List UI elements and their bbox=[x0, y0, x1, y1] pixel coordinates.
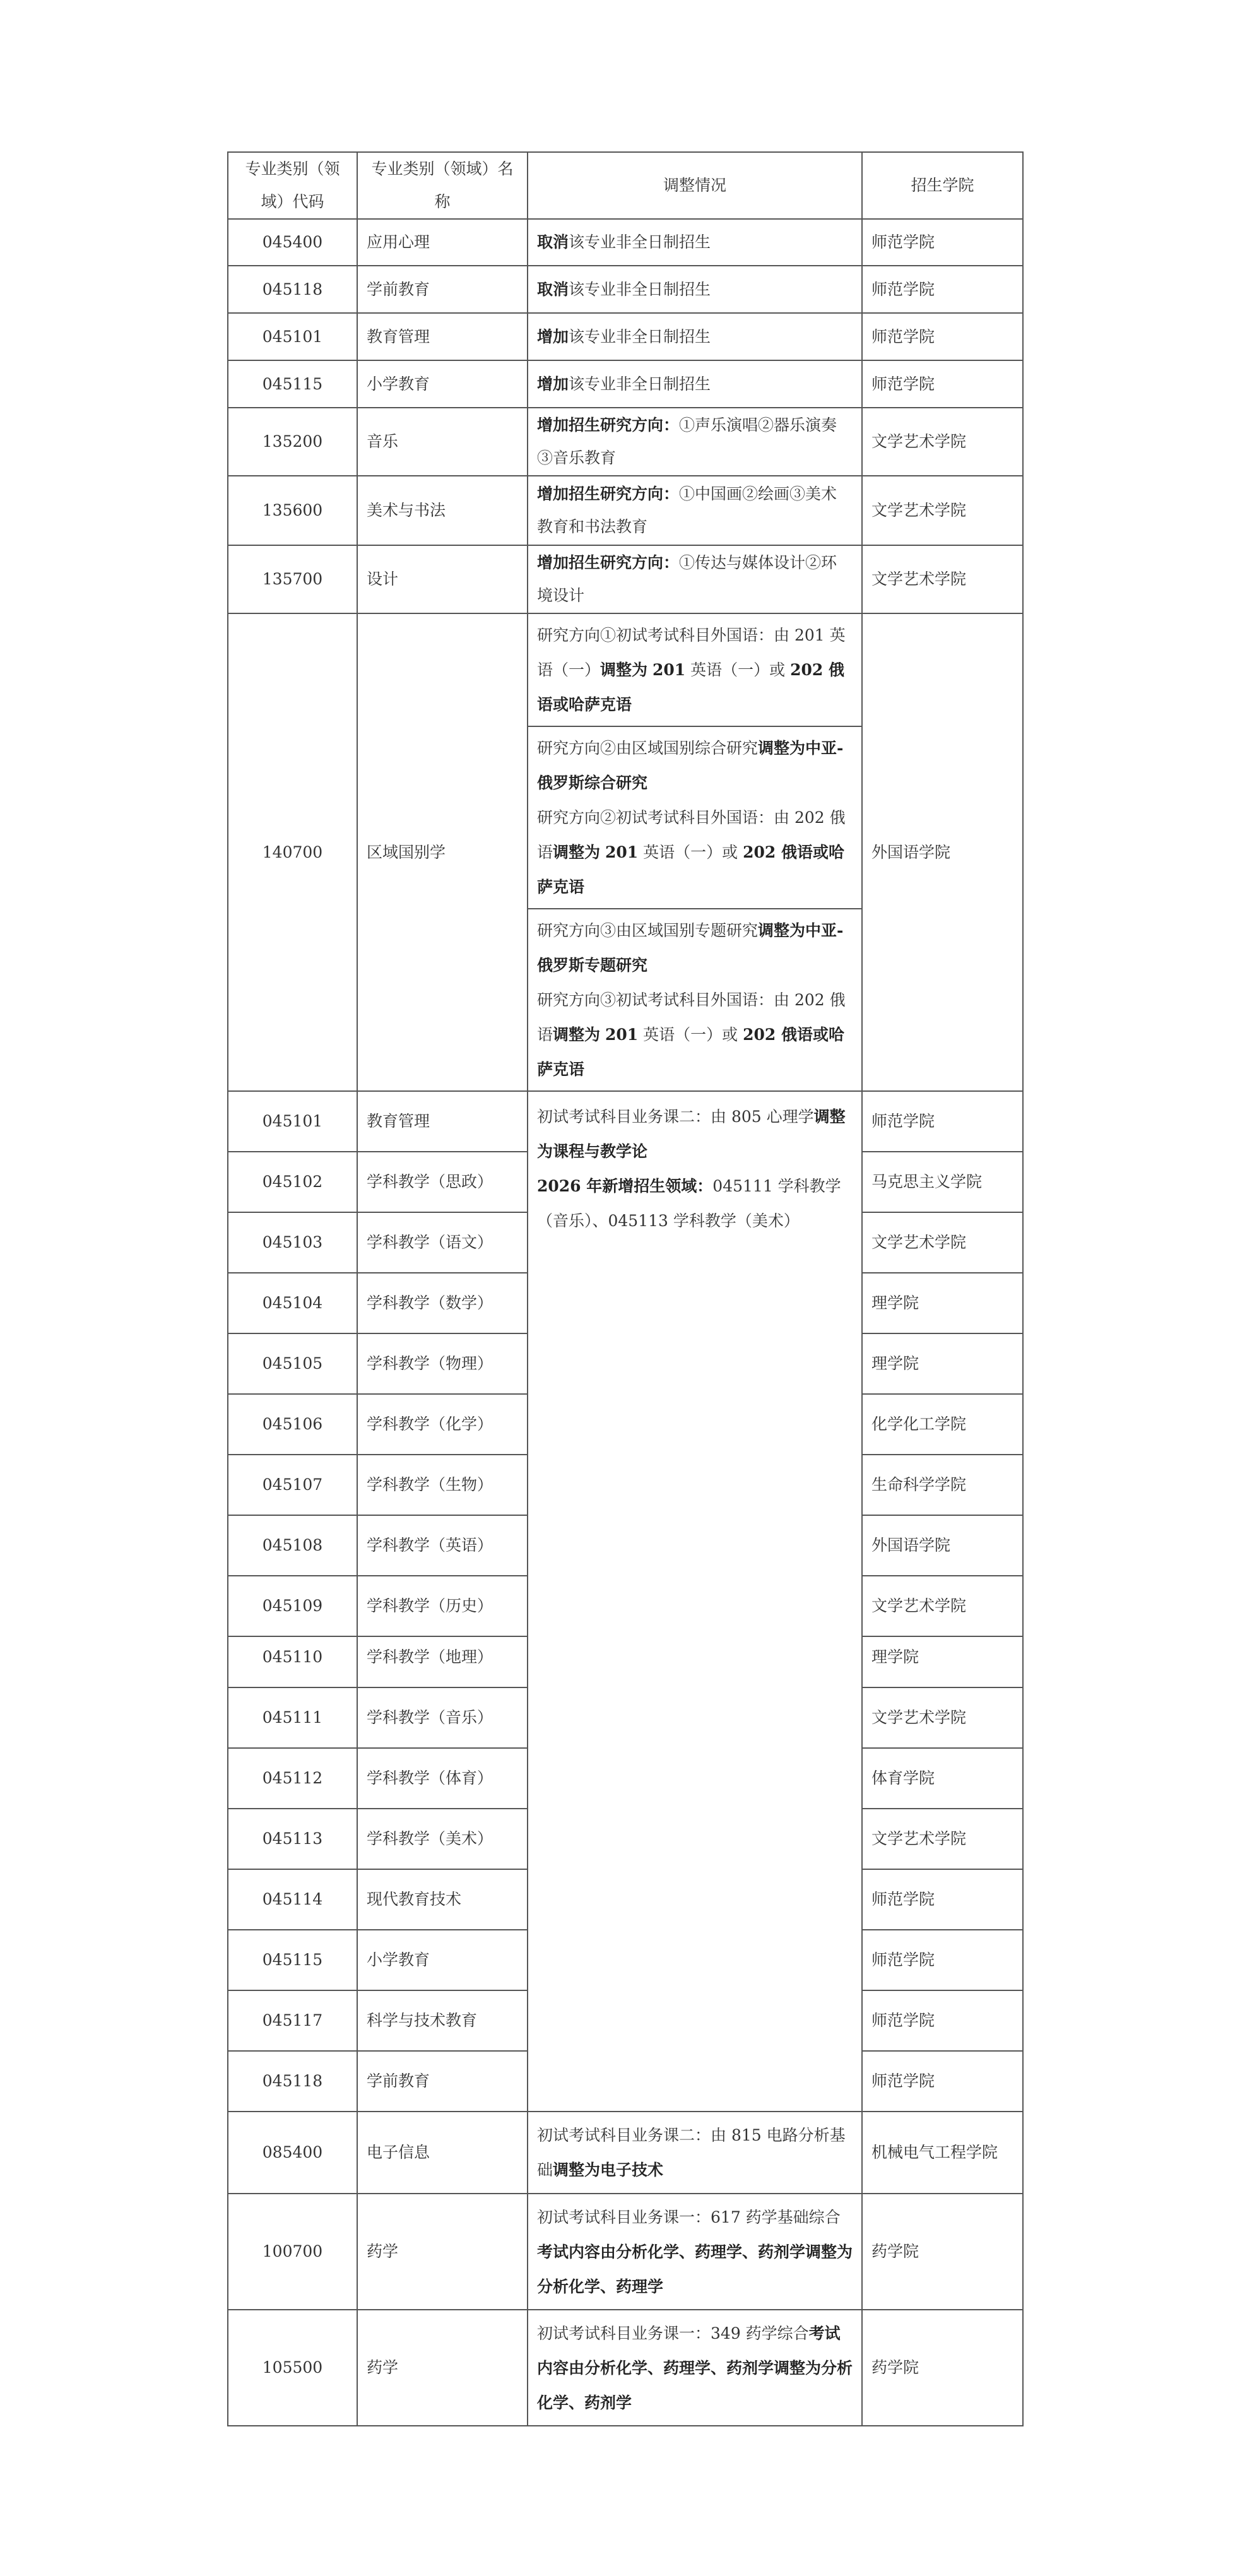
school-cell: 师范学院 bbox=[862, 313, 1023, 360]
code-cell: 045114 bbox=[228, 1869, 357, 1930]
adjustment-cell bbox=[528, 545, 862, 613]
direction-2-block bbox=[528, 726, 861, 908]
name-cell: 学科教学（历史） bbox=[357, 1576, 528, 1636]
direction-1-block bbox=[537, 614, 853, 726]
adjustment-keyword: 增加招生研究方向： bbox=[537, 553, 680, 572]
name-cell: 药学 bbox=[357, 2310, 528, 2426]
code-cell: 045113 bbox=[228, 1809, 357, 1869]
table-header-row bbox=[228, 152, 1023, 219]
school-cell: 文学艺术学院 bbox=[862, 1687, 1023, 1748]
school-cell: 化学化工学院 bbox=[862, 1394, 1023, 1455]
new-field-label: 2026 年新增招生领域： bbox=[537, 1177, 713, 1195]
adjustment-text: 研究方向②由区域国别综合研究 bbox=[537, 739, 759, 757]
name-cell: 科学与技术教育 bbox=[357, 1990, 528, 2051]
school-cell: 外国语学院 bbox=[862, 613, 1023, 1091]
code-cell: 045109 bbox=[228, 1576, 357, 1636]
name-cell: 学科教学（思政） bbox=[357, 1152, 528, 1212]
school-cell: 马克思主义学院 bbox=[862, 1152, 1023, 1212]
adjustment-text: 英语（一）或 bbox=[685, 661, 791, 679]
subject-teaching-adjustment-continued-cell bbox=[528, 1627, 862, 2112]
table-row bbox=[228, 2112, 1023, 2194]
adjustment-cell bbox=[528, 219, 862, 266]
school-cell: 师范学院 bbox=[862, 1869, 1023, 1930]
code-cell: 135700 bbox=[228, 545, 357, 613]
adjustment-cell bbox=[528, 360, 862, 408]
code-cell: 045400 bbox=[228, 219, 357, 266]
direction-2-language-change bbox=[537, 800, 853, 904]
school-cell: 生命科学学院 bbox=[862, 1455, 1023, 1515]
header-code: 专业类别（领域）代码 bbox=[228, 152, 357, 219]
name-cell: 小学教育 bbox=[357, 360, 528, 408]
name-cell: 学科教学（化学） bbox=[357, 1394, 528, 1455]
adjustment-keyword: 调整为 bbox=[600, 661, 648, 679]
code-cell: 105500 bbox=[228, 2310, 357, 2426]
adjustment-keyword: 202 俄语或哈萨克语 bbox=[537, 1025, 844, 1078]
school-cell: 师范学院 bbox=[862, 1990, 1023, 2051]
adjustment-cell bbox=[528, 476, 862, 545]
adjustment-text: 该专业非全日制招生 bbox=[569, 233, 711, 251]
adjustment-text bbox=[647, 661, 653, 679]
adjustment-text: ①中国画②绘画③美术教育和书法教育 bbox=[537, 485, 837, 536]
direction-2-name-change bbox=[537, 731, 853, 800]
adjustment-keyword: 201 bbox=[652, 661, 686, 679]
adjustment-cell bbox=[528, 2112, 862, 2194]
code-cell: 085400 bbox=[228, 2112, 357, 2194]
school-cell: 理学院 bbox=[862, 1333, 1023, 1394]
code-cell: 045101 bbox=[228, 1091, 357, 1152]
header-name: 专业类别（领域）名称 bbox=[357, 152, 528, 219]
adjustment-text: 英语（一）或 bbox=[638, 843, 743, 861]
name-cell: 药学 bbox=[357, 2194, 528, 2310]
code-cell: 045101 bbox=[228, 313, 357, 360]
code-cell: 045106 bbox=[228, 1394, 357, 1455]
name-cell: 应用心理 bbox=[357, 219, 528, 266]
school-cell: 机械电气工程学院 bbox=[862, 2112, 1023, 2194]
adjustment-keyword: 增加招生研究方向： bbox=[537, 485, 680, 503]
adjustment-keyword: 增加招生研究方向： bbox=[537, 416, 680, 434]
adjustment-table-part-2 bbox=[227, 1627, 1024, 2426]
adjustment-keyword: 增加 bbox=[537, 374, 569, 393]
name-cell: 电子信息 bbox=[357, 2112, 528, 2194]
table-row bbox=[228, 408, 1023, 476]
code-cell: 045118 bbox=[228, 266, 357, 313]
school-cell: 师范学院 bbox=[862, 1091, 1023, 1152]
code-cell: 045104 bbox=[228, 1273, 357, 1333]
name-cell: 教育管理 bbox=[357, 313, 528, 360]
adjustment-keyword: 调整为中亚-俄罗斯专题研究 bbox=[537, 921, 844, 974]
direction-3-name-change bbox=[537, 913, 853, 983]
school-cell: 师范学院 bbox=[862, 1930, 1023, 1990]
code-cell: 045112 bbox=[228, 1748, 357, 1809]
code-cell: 100700 bbox=[228, 2194, 357, 2310]
adjustment-keyword: 202 俄语或哈萨克语 bbox=[537, 843, 844, 896]
name-cell: 学科教学（美术） bbox=[357, 1809, 528, 1869]
name-cell: 区域国别学 bbox=[357, 613, 528, 1091]
code-cell: 045111 bbox=[228, 1687, 357, 1748]
header-school: 招生学院 bbox=[862, 152, 1023, 219]
adjustment-keyword: 调整为 bbox=[553, 1025, 601, 1044]
adjustment-text: 研究方向①初试考试科目外国语：由 201 英语（一） bbox=[537, 626, 846, 679]
school-cell: 文学艺术学院 bbox=[862, 1576, 1023, 1636]
school-cell: 师范学院 bbox=[862, 219, 1023, 266]
adjustment-text bbox=[600, 1025, 605, 1044]
adjustment-text: 初试考试科目业务课二：由 815 电路分析基础 bbox=[537, 2126, 846, 2179]
adjustment-cell bbox=[528, 266, 862, 313]
table-row bbox=[228, 2310, 1023, 2426]
adjustment-keyword: 考试内容由分析化学、药理学、药剂学调整为分析化学、药理学 bbox=[537, 2242, 853, 2296]
direction-3-language-change bbox=[537, 983, 853, 1087]
adjustment-text: 研究方向②初试考试科目外国语：由 202 俄语 bbox=[537, 808, 846, 861]
table-row bbox=[228, 1091, 1023, 1152]
school-cell: 体育学院 bbox=[862, 1748, 1023, 1809]
name-cell: 音乐 bbox=[357, 408, 528, 476]
adjustment-keyword: 调整为电子技术 bbox=[553, 2161, 664, 2179]
school-cell: 外国语学院 bbox=[862, 1515, 1023, 1576]
name-cell: 学前教育 bbox=[357, 2051, 528, 2112]
school-cell: 师范学院 bbox=[862, 2051, 1023, 2112]
adjustment-table-part-1 bbox=[227, 151, 1024, 1637]
school-cell: 理学院 bbox=[862, 1273, 1023, 1333]
code-cell: 045105 bbox=[228, 1333, 357, 1394]
name-cell: 学科教学（音乐） bbox=[357, 1687, 528, 1748]
table-row bbox=[228, 266, 1023, 313]
adjustment-text: 研究方向③由区域国别专题研究 bbox=[537, 921, 759, 940]
code-cell: 140700 bbox=[228, 613, 357, 1091]
table-row bbox=[228, 219, 1023, 266]
adjustment-text: ①声乐演唱②器乐演奏③音乐教育 bbox=[537, 416, 837, 467]
school-cell: 师范学院 bbox=[862, 266, 1023, 313]
adjustment-keyword: 取消 bbox=[537, 233, 569, 251]
table-row bbox=[228, 1627, 1023, 1687]
school-cell: 理学院 bbox=[862, 1627, 1023, 1687]
adjustment-keyword: 调整为 bbox=[553, 843, 601, 861]
code-cell: 045115 bbox=[228, 1930, 357, 1990]
name-cell: 小学教育 bbox=[357, 1930, 528, 1990]
table-row bbox=[228, 545, 1023, 613]
adjustment-keyword: 调整为中亚-俄罗斯综合研究 bbox=[537, 739, 844, 792]
adjustment-keyword: 201 bbox=[605, 1025, 639, 1044]
adjustment-keyword: 考试内容由分析化学、药理学、药剂学调整为分析化学、药剂学 bbox=[537, 2324, 853, 2412]
adjustment-keyword: 201 bbox=[605, 843, 639, 861]
adjustment-text: 该专业非全日制招生 bbox=[569, 327, 711, 346]
code-cell: 045117 bbox=[228, 1990, 357, 2051]
adjustment-cell bbox=[528, 613, 862, 1091]
adjustment-cell bbox=[528, 2310, 862, 2426]
name-cell: 学前教育 bbox=[357, 266, 528, 313]
code-cell: 045107 bbox=[228, 1455, 357, 1515]
new-field-text: 045111 学科教学（音乐）、045113 学科教学（美术） bbox=[537, 1177, 841, 1230]
adjustment-text: ①传达与媒体设计②环境设计 bbox=[537, 553, 837, 605]
name-cell: 现代教育技术 bbox=[357, 1869, 528, 1930]
name-cell: 学科教学（数学） bbox=[357, 1273, 528, 1333]
adjustment-text bbox=[600, 843, 605, 861]
adjustment-cell bbox=[528, 2194, 862, 2310]
header-adjustment: 调整情况 bbox=[528, 152, 862, 219]
code-cell: 045102 bbox=[228, 1152, 357, 1212]
name-cell: 设计 bbox=[357, 545, 528, 613]
table-row bbox=[228, 360, 1023, 408]
code-cell: 045118 bbox=[228, 2051, 357, 2112]
name-cell: 学科教学（英语） bbox=[357, 1515, 528, 1576]
name-cell: 学科教学（体育） bbox=[357, 1748, 528, 1809]
name-cell: 学科教学（地理） bbox=[357, 1627, 528, 1687]
adjustment-keyword: 202 俄语或哈萨克语 bbox=[537, 661, 844, 714]
adjustment-keyword: 调整为课程与教学论 bbox=[537, 1108, 846, 1161]
code-cell: 045103 bbox=[228, 1212, 357, 1273]
adjustment-text: 该专业非全日制招生 bbox=[569, 280, 711, 298]
adjustment-text: 初试考试科目业务课一：617 药学基础综合 bbox=[537, 2207, 841, 2226]
school-cell: 药学院 bbox=[862, 2194, 1023, 2310]
adjustment-keyword: 增加 bbox=[537, 327, 569, 346]
adjustment-cell bbox=[528, 313, 862, 360]
school-cell: 文学艺术学院 bbox=[862, 408, 1023, 476]
school-cell: 文学艺术学院 bbox=[862, 1809, 1023, 1869]
school-cell: 文学艺术学院 bbox=[862, 476, 1023, 545]
school-cell: 文学艺术学院 bbox=[862, 545, 1023, 613]
table-row bbox=[228, 2194, 1023, 2310]
code-cell: 045115 bbox=[228, 360, 357, 408]
adjustment-text: 英语（一）或 bbox=[638, 1025, 743, 1044]
code-cell: 135600 bbox=[228, 476, 357, 545]
name-cell: 美术与书法 bbox=[357, 476, 528, 545]
adjustment-text: 初试考试科目业务课一：349 药学综合 bbox=[537, 2324, 809, 2343]
name-cell: 学科教学（生物） bbox=[357, 1455, 528, 1515]
school-cell: 文学艺术学院 bbox=[862, 1212, 1023, 1273]
code-cell: 045110 bbox=[228, 1627, 357, 1687]
name-cell: 学科教学（语文） bbox=[357, 1212, 528, 1273]
direction-3-block bbox=[528, 908, 861, 1090]
school-cell: 师范学院 bbox=[862, 360, 1023, 408]
name-cell: 教育管理 bbox=[357, 1091, 528, 1152]
subject-teaching-adjustment-cell bbox=[528, 1091, 862, 1636]
adjustment-text: 初试考试科目业务课二：由 805 心理学 bbox=[537, 1108, 814, 1126]
code-cell: 135200 bbox=[228, 408, 357, 476]
code-cell: 045108 bbox=[228, 1515, 357, 1576]
adjustment-cell bbox=[528, 408, 862, 476]
adjustment-text: 该专业非全日制招生 bbox=[569, 374, 711, 393]
table-row bbox=[228, 313, 1023, 360]
adjustment-keyword: 取消 bbox=[537, 280, 569, 298]
name-cell: 学科教学（物理） bbox=[357, 1333, 528, 1394]
table-row-area-studies bbox=[228, 613, 1023, 1091]
table-row bbox=[228, 476, 1023, 545]
school-cell: 药学院 bbox=[862, 2310, 1023, 2426]
adjustment-text: 研究方向③初试考试科目外国语：由 202 俄语 bbox=[537, 991, 846, 1044]
